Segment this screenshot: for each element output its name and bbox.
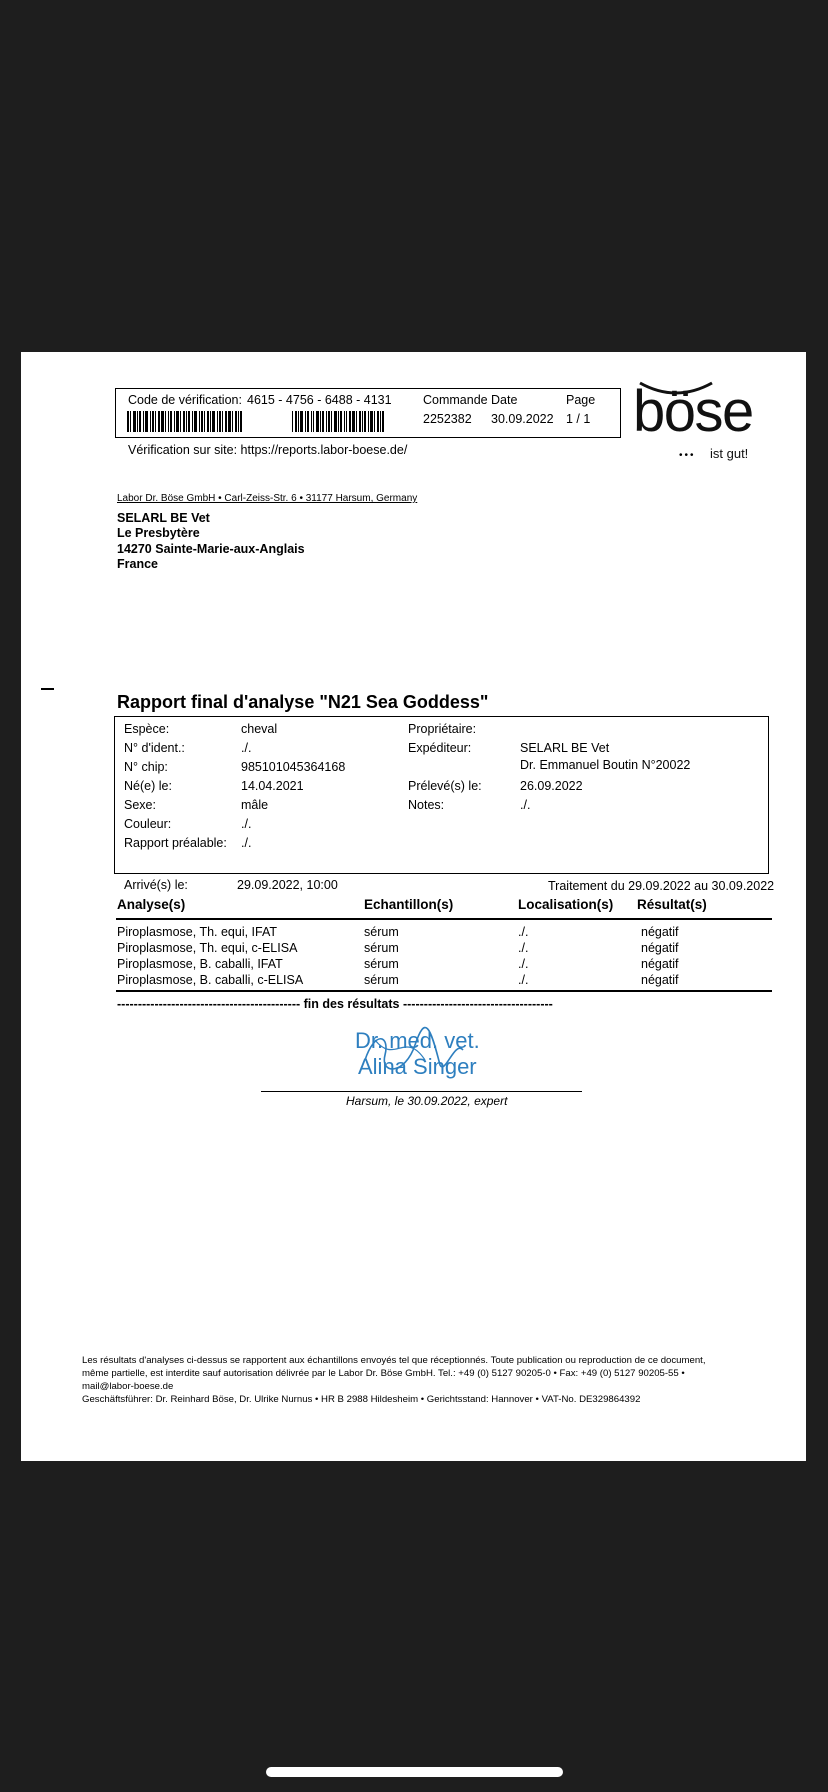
arrival-value: 29.09.2022, 10:00	[237, 878, 338, 892]
barcode-continued	[292, 411, 419, 432]
signature-caption: Harsum, le 30.09.2022, expert	[346, 1094, 508, 1108]
signature-rule	[261, 1091, 582, 1092]
row-2-analysis: Piroplasmose, Th. equi, c-ELISA	[117, 941, 298, 955]
date-label: Date	[491, 393, 518, 407]
verification-code: 4615 - 4756 - 6488 - 4131	[247, 393, 392, 407]
ident-value: ./.	[241, 741, 252, 755]
recipient-line-4: France	[117, 557, 158, 571]
row-4-sample: sérum	[364, 973, 399, 987]
notes-value: ./.	[520, 798, 531, 812]
recipient-line-1: SELARL BE Vet	[117, 511, 210, 525]
sex-value: mâle	[241, 798, 269, 812]
chip-value: 985101045364168	[241, 760, 346, 774]
row-3-location: ./.	[518, 957, 529, 971]
row-2-location: ./.	[518, 941, 529, 955]
col-header-analysis: Analyse(s)	[117, 897, 186, 912]
footer-line-3: mail@labor-boese.de	[82, 1381, 174, 1392]
born-value: 14.04.2021	[241, 779, 304, 793]
row-3-analysis: Piroplasmose, B. caballi, IFAT	[117, 957, 283, 971]
table-bottom-rule	[116, 990, 772, 992]
row-1-sample: sérum	[364, 925, 399, 939]
row-1-result: négatif	[641, 925, 679, 939]
verify-site: Vérification sur site: https://reports.labor-boese.de/	[128, 443, 408, 457]
signature-line-1: Dr. med. vet.	[355, 1028, 480, 1053]
owner-label: Propriétaire:	[408, 722, 477, 736]
row-4-analysis: Piroplasmose, B. caballi, c-ELISA	[117, 973, 304, 987]
logo-wordmark: böse	[633, 379, 753, 444]
species-value: cheval	[241, 722, 278, 736]
page-label: Page	[566, 393, 596, 407]
prior-report-label: Rapport préalable:	[124, 836, 227, 850]
table-header-rule	[116, 918, 772, 920]
col-header-sample: Echantillon(s)	[364, 897, 454, 912]
date-value: 30.09.2022	[491, 412, 554, 426]
col-header-location: Localisation(s)	[518, 897, 614, 912]
footer-line-2: même partielle, est interdite sauf autorisation délivrée par le Labor Dr. Böse GmbH. Tel.: +49 (0) 5127 90205-0 • Fax: +49 (0) 5127 90205-55 •	[82, 1368, 685, 1379]
recipient-line-3: 14270 Sainte-Marie-aux-Anglais	[117, 542, 305, 556]
arrival-label: Arrivé(s) le:	[124, 878, 188, 892]
row-1-location: ./.	[518, 925, 529, 939]
prior-report-value: ./.	[241, 836, 252, 850]
ident-label: N° d'ident.:	[124, 741, 185, 755]
chip-label: N° chip:	[124, 760, 168, 774]
row-4-result: négatif	[641, 973, 679, 987]
barcode	[127, 411, 288, 432]
footer-line-1: Les résultats d'analyses ci-dessus se rapportent aux échantillons envoyés tel que réceptionnés. Toute publication ou reproduction de ce document,	[82, 1355, 706, 1366]
row-2-result: négatif	[641, 941, 679, 955]
signature-line-2: Alina Singer	[358, 1054, 477, 1079]
sender-value-1: SELARL BE Vet	[520, 741, 610, 755]
born-label: Né(e) le:	[124, 779, 172, 793]
notes-label: Notes:	[408, 798, 445, 812]
info-box	[114, 716, 769, 874]
row-3-sample: sérum	[364, 957, 399, 971]
verification-label: Code de vérification:	[128, 393, 242, 407]
col-header-result: Résultat(s)	[637, 897, 707, 912]
fold-mark	[41, 688, 54, 690]
row-4-location: ./.	[518, 973, 529, 987]
color-value: ./.	[241, 817, 252, 831]
sampled-label: Prélevé(s) le:	[408, 779, 482, 793]
sender-label: Expéditeur:	[408, 741, 472, 755]
sampled-value: 26.09.2022	[520, 779, 583, 793]
sender-address: Labor Dr. Böse GmbH • Carl-Zeiss-Str. 6 • 31177 Harsum, Germany	[117, 493, 418, 504]
row-2-sample: sérum	[364, 941, 399, 955]
row-3-result: négatif	[641, 957, 679, 971]
logo-tagline: ist gut!	[710, 446, 749, 461]
treatment-period: Traitement du 29.09.2022 au 30.09.2022	[548, 879, 775, 893]
end-of-results: -------------------------------------------- fin des résultats ------------------------------------	[117, 997, 553, 1011]
color-label: Couleur:	[124, 817, 172, 831]
row-1-analysis: Piroplasmose, Th. equi, IFAT	[117, 925, 278, 939]
recipient-line-2: Le Presbytère	[117, 526, 200, 540]
species-label: Espèce:	[124, 722, 170, 736]
sex-label: Sexe:	[124, 798, 156, 812]
order-value: 2252382	[423, 412, 472, 426]
report-title: Rapport final d'analyse "N21 Sea Goddess"	[117, 692, 489, 712]
order-label: Commande	[423, 393, 488, 407]
sender-value-2: Dr. Emmanuel Boutin N°20022	[520, 758, 691, 772]
home-indicator[interactable]	[266, 1767, 563, 1777]
footer-line-4: Geschäftsführer: Dr. Reinhard Böse, Dr. Ulrike Nurnus • HR B 2988 Hildesheim • Gerichtsstand: Hannover • VAT-No. DE329864392	[82, 1394, 641, 1405]
page-value: 1 / 1	[566, 412, 591, 426]
logo-dots-icon: •••	[679, 450, 696, 461]
